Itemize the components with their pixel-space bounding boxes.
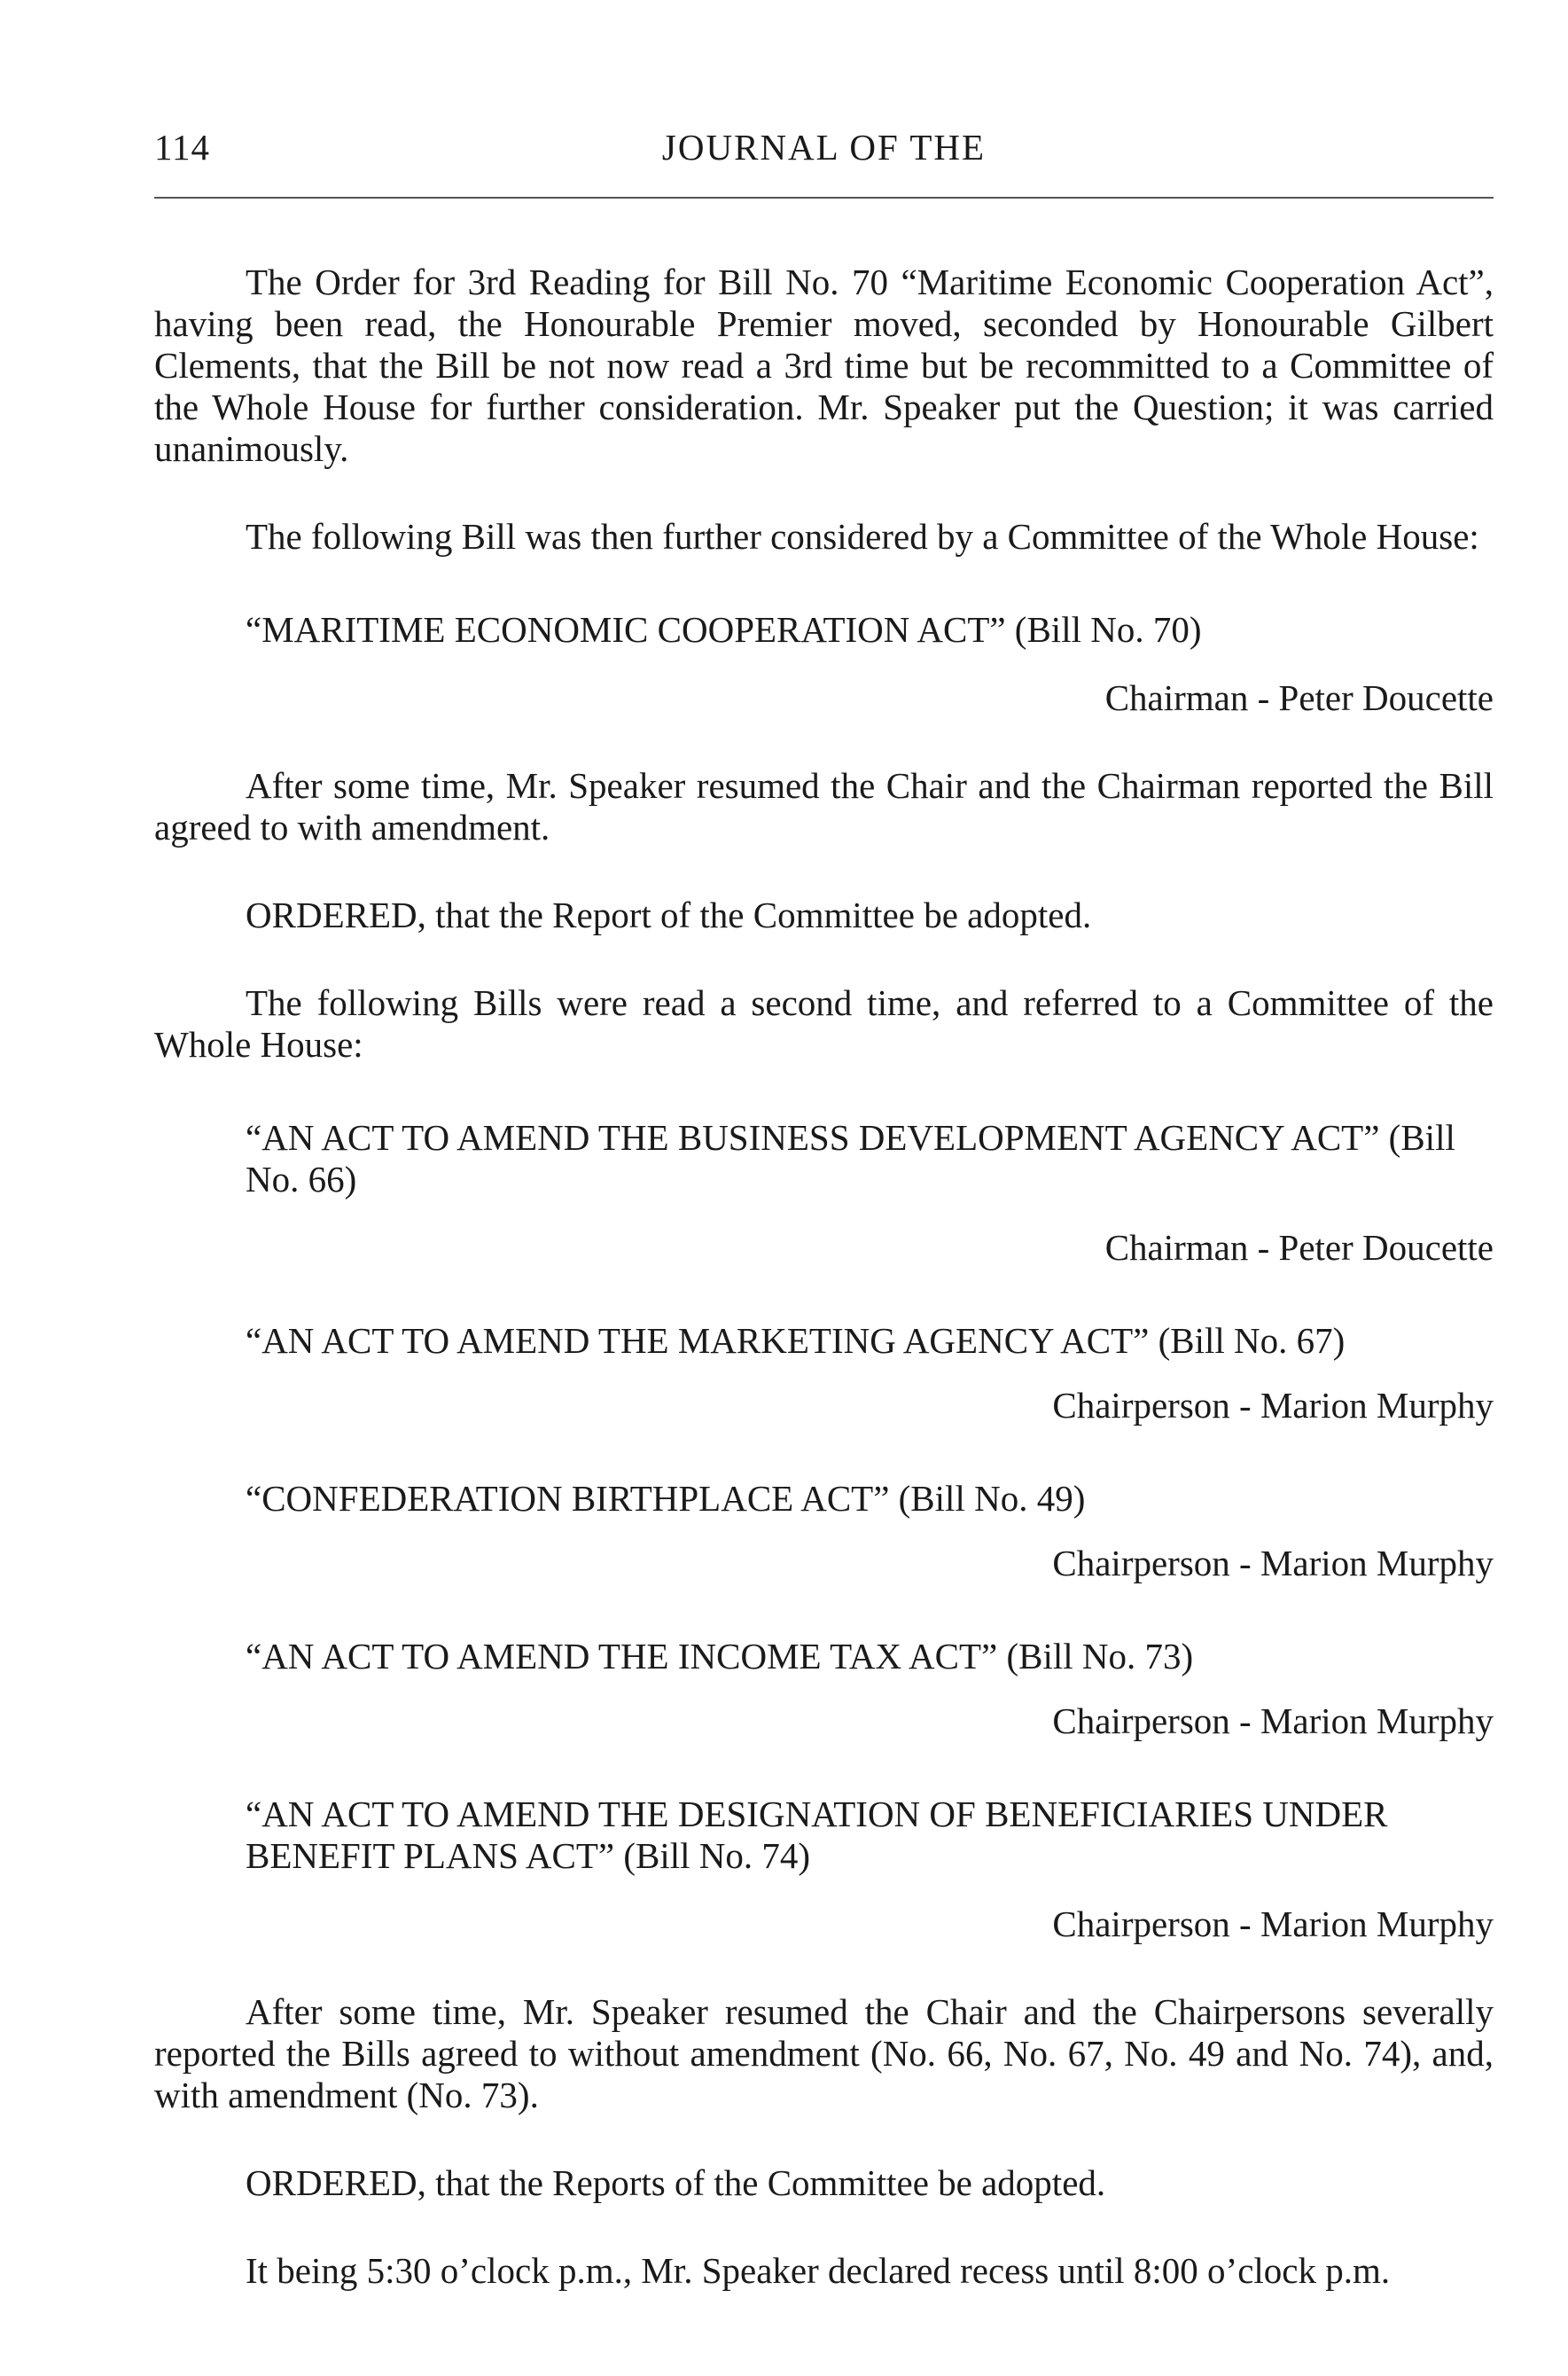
paragraph-third-reading: The Order for 3rd Reading for Bill No. 70 “Maritime Economic Cooperation Act”, having been read, the Honourable Premier moved, seconded by Honourable Gilbert Clements, that the Bill be not now read a 3rd time but be recommitted to a Committee of the Whole House for further consideration. Mr. Speaker put the Question; it was carried unanimously.	[154, 262, 1494, 469]
chair-name-73: Chairperson - Marion Murphy	[1052, 1700, 1494, 1741]
chair-name-74: Chairperson - Marion Murphy	[1052, 1903, 1494, 1944]
journal-body	[154, 262, 1494, 2292]
running-title: JOURNAL OF THE	[661, 127, 987, 168]
chair-name-70: Chairman - Peter Doucette	[1104, 677, 1494, 718]
running-head	[154, 0, 1494, 199]
paragraph-second-reading: The following Bills were read a second time, and referred to a Committee of the Whole House:	[154, 982, 1494, 1065]
paragraph-ordered-report: ORDERED, that the Report of the Committee be adopted.	[246, 895, 1092, 935]
bill-title-49: “CONFEDERATION BIRTHPLACE ACT” (Bill No. 49)	[246, 1478, 1086, 1519]
bill-title-70: “MARITIME ECONOMIC COOPERATION ACT” (Bill No. 70)	[246, 609, 1202, 650]
chair-name-49: Chairperson - Marion Murphy	[1052, 1543, 1494, 1583]
bill-title-74: “AN ACT TO AMEND THE DESIGNATION OF BENEFICIARIES UNDER BENEFIT PLANS ACT” (Bill No. 74)	[246, 1794, 1388, 1876]
bill-title-66: “AN ACT TO AMEND THE BUSINESS DEVELOPMENT AGENCY ACT” (Bill No. 66)	[246, 1117, 1455, 1200]
chair-name-66: Chairman - Peter Doucette	[1104, 1227, 1494, 1268]
header-rule	[154, 197, 1494, 199]
paragraph-recess: It being 5:30 o’clock p.m., Mr. Speaker declared recess until 8:00 o’clock p.m.	[246, 2250, 1391, 2291]
paragraph-committee-intro: The following Bill was then further considered by a Committee of the Whole House:	[246, 516, 1479, 557]
paragraph-report-several: After some time, Mr. Speaker resumed the Chair and the Chairpersons severally reported the Bills agreed to without amendment (No. 66, No. 67, No. 49 and No. 74), and, with amendment (No. 73).	[154, 1991, 1494, 2115]
bill-title-73: “AN ACT TO AMEND THE INCOME TAX ACT” (Bill No. 73)	[246, 1636, 1194, 1676]
journal-page	[154, 0, 1494, 2291]
paragraph-report-70: After some time, Mr. Speaker resumed the Chair and the Chairman reported the Bill agreed to with amendment.	[154, 765, 1494, 848]
chair-name-67: Chairperson - Marion Murphy	[1052, 1385, 1494, 1426]
bill-title-67: “AN ACT TO AMEND THE MARKETING AGENCY ACT” (Bill No. 67)	[246, 1320, 1346, 1361]
page-number: 114	[154, 127, 210, 168]
paragraph-ordered-reports: ORDERED, that the Reports of the Committee be adopted.	[246, 2162, 1106, 2203]
